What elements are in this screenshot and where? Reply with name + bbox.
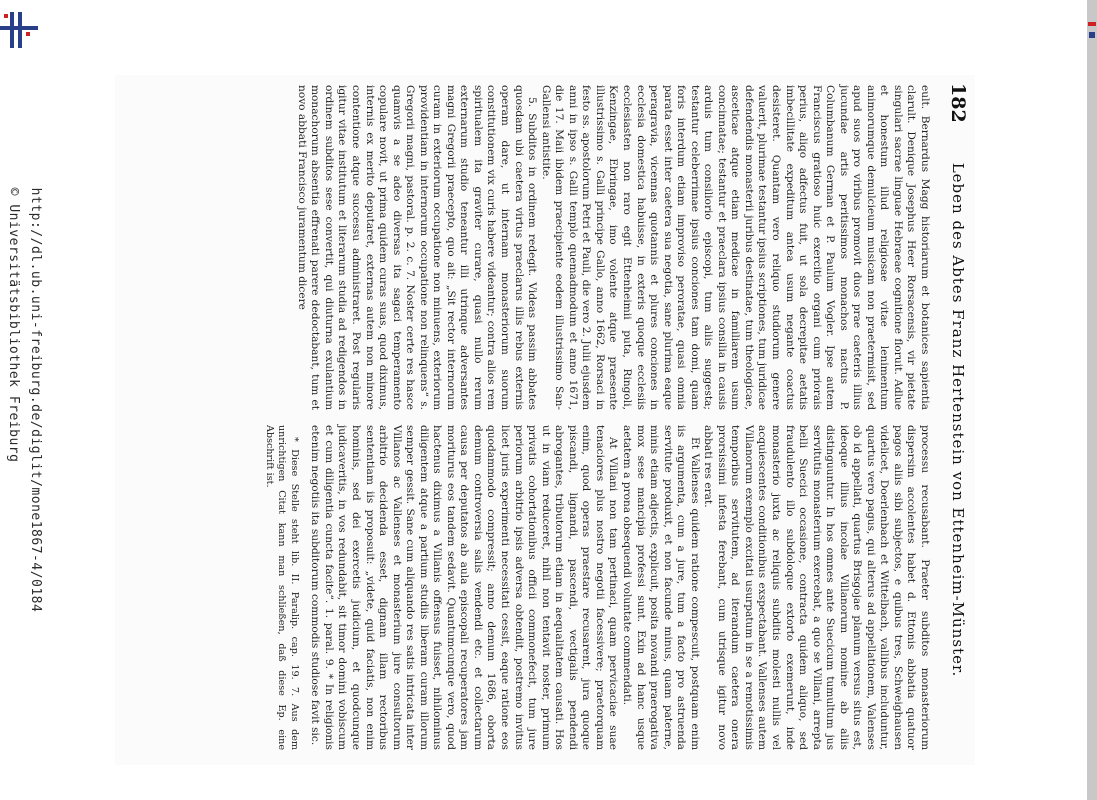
text-column-left [294, 85, 931, 410]
library-logo-icon [0, 10, 40, 50]
paragraph: 5. Subditos in ordinem redegit. Videas passim abbates quosdam ubi caetera virtus praeclarus illis rebus externis operam dare, ut internam monasteriorum suorum constitutionem vix curis habere videantur; contra alios rem spiritualem ita graviter curare, quasi nullo rerum externarum studio teneantur illi utrinque adversantes magni Gregorii praecepto, quo ait: „Sit rector internorum curam in exteriorum occupatione non minuens, exteriorum providentiam in internorum occupatione non relinquens“ s. Gregorii magni, pastoral. p. 2. c. 7. Noster certe res hasce quamvis a se adeo diversas ita sagaci temperamento copulare novit, ut prima quidem curas suas, quod diximus, internis ex merito deputaret, externas autem non minore contentione atque successu administraret. Post regularis igitur vitae institutum et literarum studia ad redigendos in ordinem subditos sese convertit, qui diuturna exulantium monachorum absentia effrenati parere dedoctabant, tum et novo abbati Francisco juramentum dicere [295, 85, 539, 410]
paragraph: Et Vallenses quidem ratione compescuit, postquam enim iis argumenta, cum a jure, tum a facto pro astruenda servitute produxit, et non facunde minus, quam paterne, minis etiam adjectis, explicuit, posita novandi praerogativa mox sese mancipia professi sunt. Exin ad hanc usque aetatem a prona obsequendi voluntate commendati. [620, 425, 701, 750]
page-number: 182 [947, 83, 969, 123]
source-url[interactable]: http://dl.ub.uni-freiburg.de/diglit/mone1867-4/0184 [28, 187, 43, 613]
running-head: Leben des Abtes Franz Hertenstein von Ettenheim-Münster. [949, 162, 967, 678]
paragraph: At Villani non tam pertinaci, quam pervicaciae suae tenaciores plus nostro negotii facessivere; praetorquam enim, quod operas praestare recusarent, jura quoque piscandi, lignandi, pascendi, vectigalis pendendi abrogantes, tributorum etiam in aequalitatem causati. Hos ut in viam reduceret, nihil non tentavit noster, primum privatis cohortationibus officii commonefecit, tum jure periorum arbitrio ipsis adversa obtendit, postremo invitus licet juris experimenti necessitati cessit, eaque ratione eos quodammodo compressit; anno demum 1686, oborta demum controversia salis vendendi etc. et collectarum causa per deputatos ab aula episcopali recuperatores jam moriturus eos tandem sedavit. Quantumcunque vero, quod hactenus diximus a Villanis offensus fuisset, nihilominus diligentem atque a partium studiis liberam curam illorum semper gessit. Sane cum aliquando res satis intricata inter Villanos ac Vallenses et monasterium jure consultorum arbitrio decidenda esset, dignam illam rectoribus sententiam iis proposuit: „videte, quid faciatis, non enim hominis, sed dei exercetis judicium, et quodcunque judicaveritis, in vos redundabit, sit timor domini vobiscum et cum diligentia cuncta facite“. 1. paral. 9. * In religionis etenim negotiis ita subditorum commodis studiose favit sic. [309, 425, 620, 750]
toolbar-marker-icon [1088, 22, 1096, 26]
copyright-notice: © Universitätsbibliothek Freiburg [6, 187, 21, 463]
page-header [945, 75, 969, 765]
scanned-page [115, 75, 975, 765]
paragraph: processu recusabant. Praeter subditos monasteriorum dispersim accolentes habet d. Ettonis abbatia quatuor pagos aliis sibi subjectos, e quibus tres, Schweighausen videlicet, Doerlenbach et Wittelbach, vallibus includuntur, quartus vero pagus, qui alterus ad appellationem, Valenses ob id appellati, quartus Brisgojae planum versus situs est, ideoque illius incolae Villanorum nomine ab aliis distinguuntur. In hos omnes ante Suecicum tumultum jus servitutis monasterium exercebat, a quo se Villani, arrepta belli Suecici occasione, contracta quidem aliquo, sed fraudulento illo subdoloque extorto exemerunt, inde monasterio juxta ac reliquis subditis molesti nullis vel acquiescentes conditionibus exspectabant. Vallenses autem Villanorum exemplo excitati usurpatum in se a remotissimis temporibus servitutem, ad iterandum caetera onera prorsissimi infesta ferebant, cum utrisque igitur novo abbati res erat. [702, 425, 931, 750]
page-viewer [110, 70, 980, 770]
toolbar-marker-icon [1089, 32, 1095, 38]
margin-credit [2, 188, 46, 613]
text-column-right [262, 425, 931, 750]
footnote: * Diese Stelle steht lib. II. Paralip. cap. 19. 7. Aus dem unrichtigen Citat kann man schließen, daß diese Ep. eine Abschrift ist. [263, 425, 300, 750]
viewer-scroll-strip[interactable] [1087, 0, 1097, 800]
paragraph: eult. Bernardus Magg historiarum et botanices sapientia clarult. Denique Josephus Heer Rorsacensis, vir pietate singulari sacrae linguae Hebraeae cognitione floruit. Adlue et honestum illud religiosae vitae lenimentum animorumque demulcieum musicam non praetermisit, sed apud suos pro viribus promovit duos prae caeteris illius jucundae artis peritissimos monachos nactus P. Columbanum German et P. Paulum Vogler. Ipse autem Franciscus gratioso huic exercitio organi cum priorais perius, aliqo adfectus fuit, ut sola decrepitae aetatis imbecillitate expeditum antea usum negante coactus desisteret. Quantam vero reliquo studiorum genere valuerit, plurimae testantur ipsius scriptiones, tum juridicae defendendis monasterii juribus destinatae, tum theologicae, asceticae atque etiam medicae in familiarem usum concinnatae; testantur et praeclara ipsius consilia in causis arduis tum consiliorio episcopi, tum aliis suggesta; testantur celeberrimae ipsius conciones tam domi, quam foris interdum etiam improviso peroratae, quasi omnia parata esset inter caetera sua negotia, sane plurima eaque peragravia, vicennas quotannis et plures conciones in ecclesia domestica habuisse, in exteris quoque ecclesiis ecclesiasten non raro egit Ettenheimii puta, Ringoli, Kenzingae, Ebringae, imo volente atque praesente illustrissimo s. Galli principe Gallo, anno 1662, Rorsaci in festo ss. apostolorum Petri et Pauli, die vero 2. Julii ejusdem anni in ipso s. Galli templo quemadmodum et anno 1671, die 17. Maii ibidem praecipiente eodem illustrissimo San-Gallensi antistite. [539, 85, 931, 410]
